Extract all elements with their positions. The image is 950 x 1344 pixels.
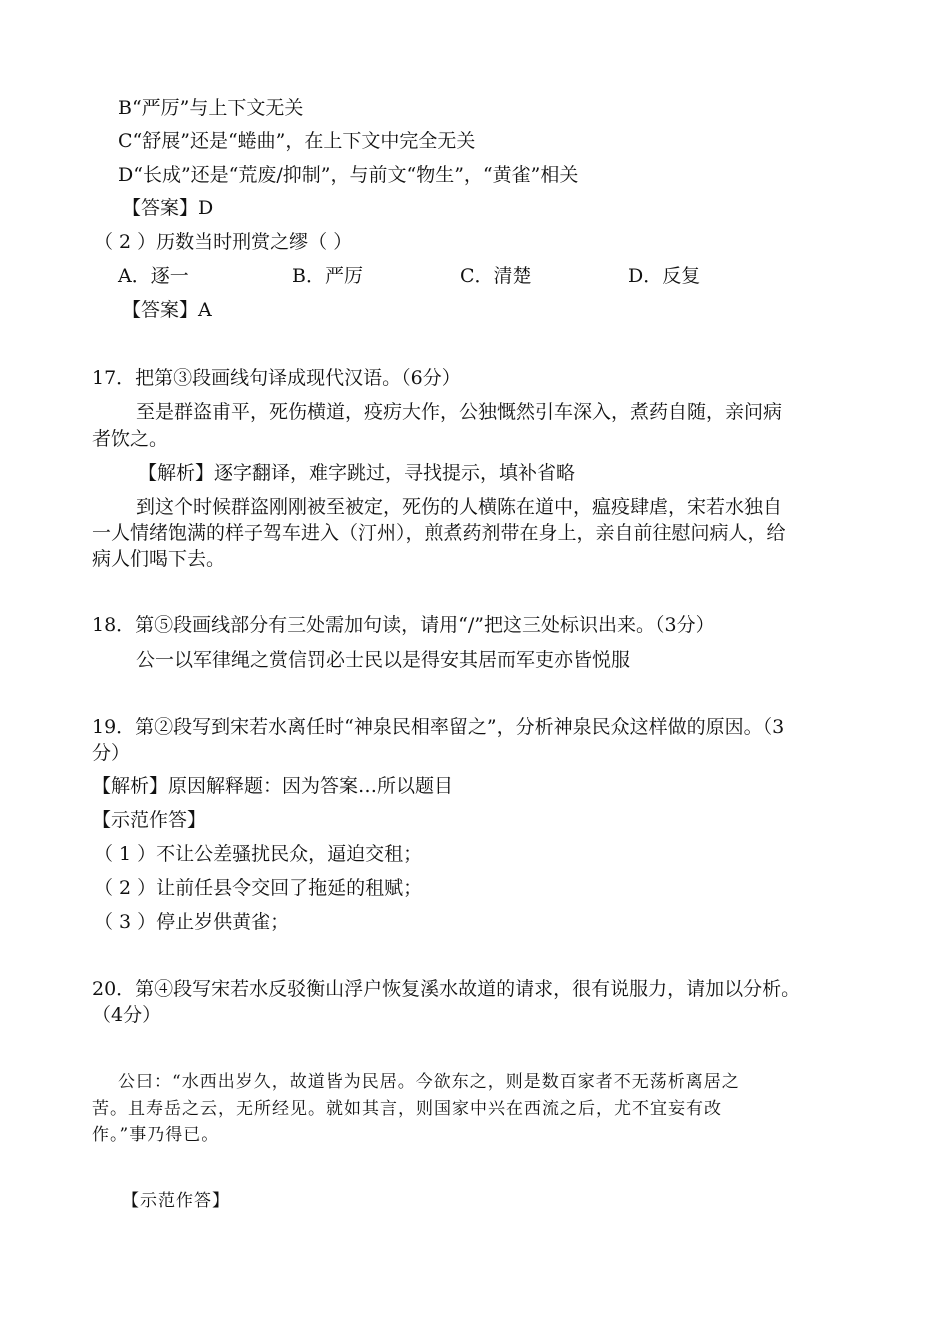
translation-line: 病人们喝下去。	[92, 548, 226, 570]
quoted-passage-line: 公曰：“水西出岁久，故道皆为民居。今欲东之，则是数百家者不无荡析离居之	[118, 1072, 740, 1092]
question-18-title: 18．第⑤段画线部分有三处需加句读，请用“/”把这三处标识出来。（3分）	[92, 614, 715, 636]
choice-b: B．严厉	[292, 265, 363, 287]
source-text-line: 至是群盗甫平，死伤横道，疫疠大作，公独慨然引车深入，煮药自随，亲问病	[136, 401, 783, 423]
option-analysis-c: C“舒展”还是“蜷曲”，在上下文中完全无关	[118, 130, 476, 152]
choice-c: C．清楚	[460, 265, 532, 287]
translation-line: 一人情绪饱满的样子驾车进入（汀州），煎煮药剂带在身上，亲自前往慰问病人，给	[92, 522, 786, 544]
analysis-label: 【解析】逐字翻译，难字跳过，寻找提示，填补省略	[138, 462, 576, 484]
list-item: （ 1 ）不让公差骚扰民众，逼迫交租；	[94, 843, 423, 865]
answer-label: 【答案】D	[122, 197, 214, 219]
answer-label: 【答案】A	[122, 299, 212, 321]
quoted-passage-line: 苦。且寿岳之云，无所经见。就如其言，则国家中兴在西流之后，尤不宜妄有改	[92, 1099, 722, 1119]
choice-a: A．逐一	[118, 265, 189, 287]
source-text-line: 者饮之。	[92, 428, 169, 450]
question-20-title: 20．第④段写宋若水反驳衡山浮户恢复溪水故道的请求，很有说服力，请加以分析。	[92, 978, 801, 1000]
list-item: （ 3 ）停止岁供黄雀；	[94, 911, 290, 933]
option-analysis-d: D“长成”还是“荒废/抑制”，与前文“物生”，“黄雀”相关	[118, 164, 579, 186]
choice-d: D．反复	[628, 265, 701, 287]
model-answer-label: 【示范作答】	[92, 809, 207, 831]
question-19-title: 19．第②段写到宋若水离任时“神泉民相率留之”，分析神泉民众这样做的原因。（3	[92, 716, 785, 738]
model-answer-label: 【示范作答】	[122, 1191, 230, 1211]
sub-question-stem: （ 2 ）历数当时刑赏之缪（ ）	[94, 231, 353, 253]
option-analysis-b: B“严厉”与上下文无关	[118, 97, 304, 119]
quoted-passage-line: 作。”事乃得已。	[92, 1125, 220, 1145]
question-17-title: 17．把第③段画线句译成现代汉语。（6分）	[92, 367, 461, 389]
list-item: （ 2 ）让前任县令交回了拖延的租赋；	[94, 877, 423, 899]
punctuation-text: 公一以军律绳之赏信罚必士民以是得安其居而军吏亦皆悦服	[136, 649, 631, 671]
analysis-label: 【解析】原因解释题：因为答案…所以题目	[92, 775, 454, 797]
translation-line: 到这个时候群盗刚刚被至被定，死伤的人横陈在道中，瘟疫肆虐，宋若水独自	[136, 496, 783, 518]
question-20-title-cont: （4分）	[92, 1004, 162, 1026]
question-19-title-cont: 分）	[92, 742, 131, 764]
